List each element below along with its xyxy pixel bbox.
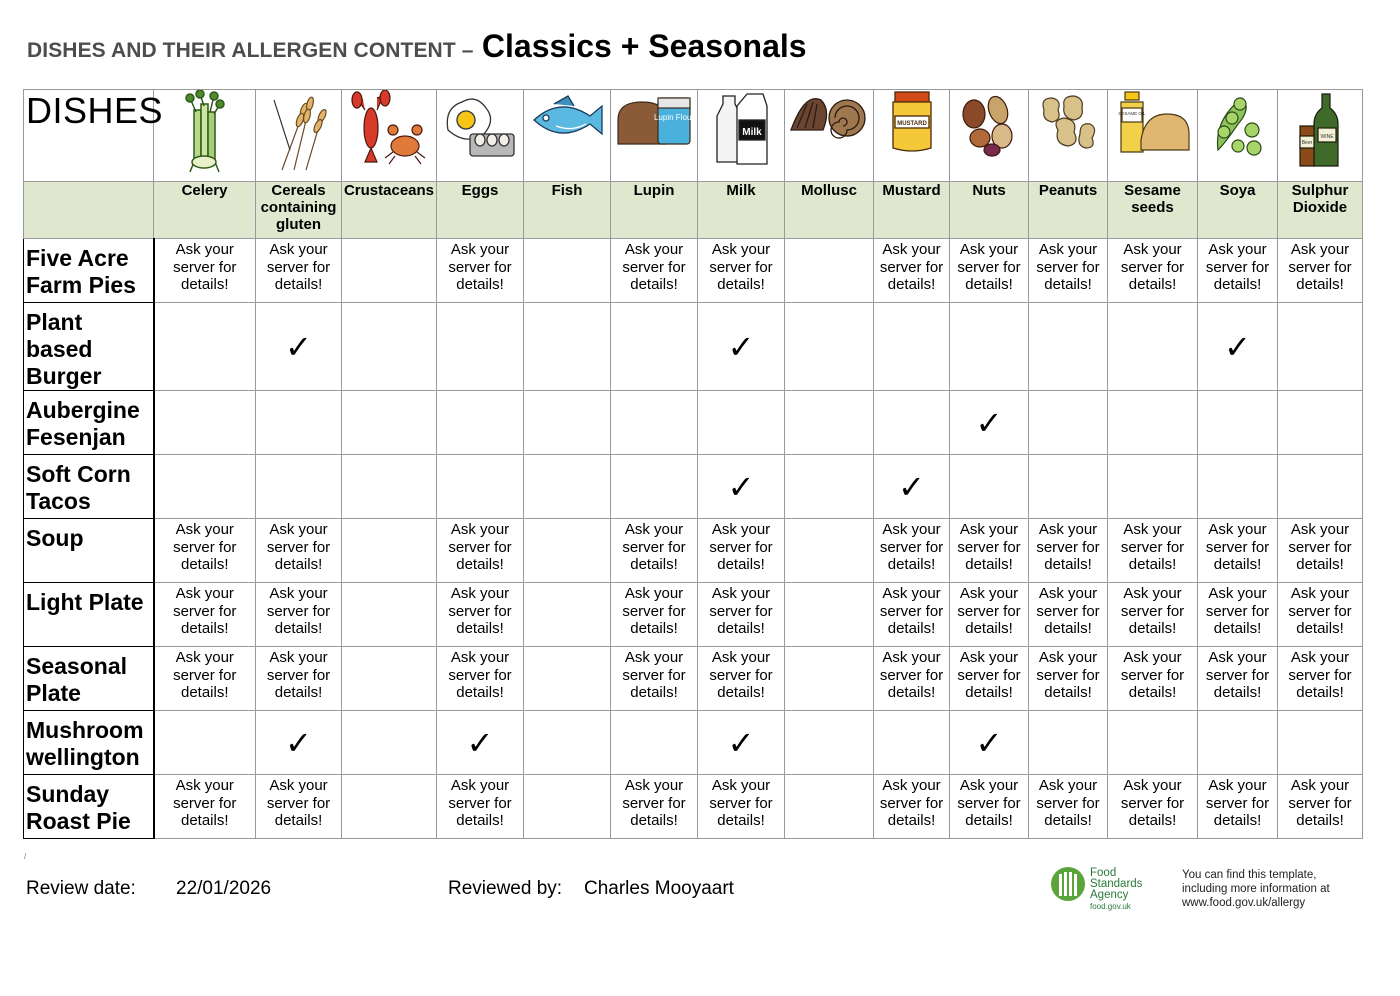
allergen-name: Mollusc (785, 182, 874, 239)
ask-server-cell: Ask your server for details! (1029, 239, 1108, 303)
empty-cell (524, 583, 611, 647)
empty-cell (785, 583, 874, 647)
ask-server-cell: Ask your server for details! (1198, 519, 1278, 583)
ask-server-cell: Ask your server for details! (1108, 519, 1198, 583)
empty-cell (154, 711, 256, 775)
empty-cell (1278, 303, 1363, 391)
empty-cell (1278, 455, 1363, 519)
checkmark-icon: ✓ (950, 391, 1029, 455)
ask-server-cell: Ask your server for details! (611, 239, 698, 303)
ask-server-cell: Ask your server for details! (154, 239, 256, 303)
template-note: You can find this template, including more information at www.food.gov.uk/allergy (1182, 869, 1330, 909)
ask-server-cell: Ask your server for details! (698, 519, 785, 583)
empty-cell (437, 455, 524, 519)
empty-cell (524, 775, 611, 839)
ask-server-cell: Ask your server for details! (874, 239, 950, 303)
icon-row (24, 90, 1363, 182)
empty-cell (342, 583, 437, 647)
milk-icon (698, 90, 785, 182)
empty-cell (611, 711, 698, 775)
dish-name: Mushroom wellington (24, 711, 154, 775)
empty-cell (154, 303, 256, 391)
empty-cell (342, 775, 437, 839)
allergen-name: Milk (698, 182, 785, 239)
empty-cell (785, 391, 874, 455)
dish-row (24, 775, 1363, 839)
empty-cell (1029, 303, 1108, 391)
dish-row (24, 239, 1363, 303)
ask-server-cell: Ask your server for details! (154, 519, 256, 583)
empty-cell (342, 711, 437, 775)
fsa-name: Food Standards Agency (1090, 867, 1143, 901)
empty-cell (1029, 711, 1108, 775)
empty-cell (342, 391, 437, 455)
dish-rows (24, 239, 1363, 839)
dish-row (24, 303, 1363, 391)
lupin-flour-icon (611, 90, 698, 182)
ask-server-cell: Ask your server for details! (874, 519, 950, 583)
dish-name: Soft Corn Tacos (24, 455, 154, 519)
ask-server-cell: Ask your server for details! (256, 519, 342, 583)
empty-cell (785, 519, 874, 583)
ask-server-cell: Ask your server for details! (950, 583, 1029, 647)
empty-cell (524, 455, 611, 519)
checkmark-icon: ✓ (874, 455, 950, 519)
ask-server-cell: Ask your server for details! (1278, 583, 1363, 647)
empty-cell (1198, 455, 1278, 519)
milk-label: Milk (742, 127, 762, 138)
checkmark-icon: ✓ (437, 711, 524, 775)
page-title (27, 28, 807, 65)
empty-cell (342, 303, 437, 391)
ask-server-cell: Ask your server for details! (154, 583, 256, 647)
shell-icon (785, 90, 874, 182)
checkmark-icon: ✓ (698, 711, 785, 775)
ask-server-cell: Ask your server for details! (1108, 239, 1198, 303)
empty-cell (524, 303, 611, 391)
dish-name: Soup (24, 519, 154, 583)
checkmark-icon: ✓ (698, 455, 785, 519)
empty-cell (1108, 711, 1198, 775)
ask-server-cell: Ask your server for details! (698, 583, 785, 647)
empty-cell (256, 455, 342, 519)
allergen-name: Crustaceans (342, 182, 437, 239)
allergen-name: Eggs (437, 182, 524, 239)
checkmark-icon: ✓ (698, 303, 785, 391)
ask-server-cell: Ask your server for details! (950, 775, 1029, 839)
ask-server-cell: Ask your server for details! (1198, 647, 1278, 711)
empty-cell (154, 455, 256, 519)
ask-server-cell: Ask your server for details! (437, 583, 524, 647)
empty-cell (1278, 391, 1363, 455)
ask-server-cell: Ask your server for details! (437, 647, 524, 711)
empty-cell (950, 455, 1029, 519)
empty-cell (342, 455, 437, 519)
ask-server-cell: Ask your server for details! (950, 647, 1029, 711)
ask-server-cell: Ask your server for details! (256, 239, 342, 303)
empty-cell (1108, 391, 1198, 455)
empty-cell (524, 647, 611, 711)
ask-server-cell: Ask your server for details! (1108, 647, 1198, 711)
empty-cell (611, 303, 698, 391)
empty-cell (611, 455, 698, 519)
allergen-name: Mustard (874, 182, 950, 239)
ask-server-cell: Ask your server for details! (698, 239, 785, 303)
ask-server-cell: Ask your server for details! (154, 647, 256, 711)
allergen-name-row (24, 182, 1363, 239)
ask-server-cell: Ask your server for details! (950, 519, 1029, 583)
ask-server-cell: Ask your server for details! (437, 239, 524, 303)
ask-server-cell: Ask your server for details! (611, 775, 698, 839)
checkmark-icon: ✓ (256, 711, 342, 775)
checkmark-icon: ✓ (950, 711, 1029, 775)
empty-cell (342, 239, 437, 303)
allergen-table (23, 89, 1363, 839)
ask-server-cell: Ask your server for details! (1029, 775, 1108, 839)
empty-cell (524, 711, 611, 775)
ask-server-cell: Ask your server for details! (154, 775, 256, 839)
eggs-icon (437, 90, 524, 182)
dish-row (24, 583, 1363, 647)
empty-cell (342, 519, 437, 583)
empty-cell (785, 239, 874, 303)
dish-row (24, 391, 1363, 455)
allergen-name: Peanuts (1029, 182, 1108, 239)
ask-server-cell: Ask your server for details! (1029, 647, 1108, 711)
empty-cell (698, 391, 785, 455)
review-date-label: Review date: (26, 878, 136, 899)
ask-server-cell: Ask your server for details! (1029, 519, 1108, 583)
ask-server-cell: Ask your server for details! (874, 583, 950, 647)
empty-cell (785, 303, 874, 391)
ask-server-cell: Ask your server for details! (1278, 519, 1363, 583)
corner-mark: / (24, 852, 27, 861)
dishes-header: DISHES (24, 90, 154, 182)
empty-cell (1029, 455, 1108, 519)
empty-cell (437, 391, 524, 455)
empty-cell (524, 391, 611, 455)
empty-cell (1198, 391, 1278, 455)
dish-row (24, 711, 1363, 775)
ask-server-cell: Ask your server for details! (1108, 775, 1198, 839)
allergen-name: Sesame seeds (1108, 182, 1198, 239)
wine-beer-icon (1278, 90, 1363, 182)
lobster-crab-icon (342, 90, 437, 182)
allergen-name: Sulphur Dioxide (1278, 182, 1363, 239)
empty-cell (1198, 711, 1278, 775)
dish-row (24, 519, 1363, 583)
allergen-name: Celery (154, 182, 256, 239)
ask-server-cell: Ask your server for details! (1198, 239, 1278, 303)
sesame-icon (1108, 90, 1198, 182)
beer-label: Beer (1301, 140, 1313, 146)
empty-cell (1278, 711, 1363, 775)
empty-cell (785, 711, 874, 775)
ask-server-cell: Ask your server for details! (874, 775, 950, 839)
allergen-name: Nuts (950, 182, 1029, 239)
ask-server-cell: Ask your server for details! (698, 647, 785, 711)
fish-icon (524, 90, 611, 182)
ask-server-cell: Ask your server for details! (1108, 583, 1198, 647)
mustard-label: MUSTARD (896, 121, 927, 127)
fsa-url: food.gov.uk (1090, 902, 1131, 911)
ask-server-cell: Ask your server for details! (437, 519, 524, 583)
ask-server-cell: Ask your server for details! (1278, 775, 1363, 839)
soya-icon (1198, 90, 1278, 182)
title-main: Classics + Seasonals (481, 28, 807, 64)
empty-cell (256, 391, 342, 455)
empty-cell (437, 303, 524, 391)
wheat-icon (256, 90, 342, 182)
empty-cell (785, 775, 874, 839)
dish-name: Aubergine Fesenjan (24, 391, 154, 455)
checkmark-icon: ✓ (1198, 303, 1278, 391)
empty-cell (1029, 391, 1108, 455)
ask-server-cell: Ask your server for details! (1198, 775, 1278, 839)
dish-name: Seasonal Plate (24, 647, 154, 711)
empty-cell (950, 303, 1029, 391)
peanuts-icon (1029, 90, 1108, 182)
allergen-name: Fish (524, 182, 611, 239)
ask-server-cell: Ask your server for details! (611, 583, 698, 647)
dish-name: Light Plate (24, 583, 154, 647)
allergen-name: Soya (1198, 182, 1278, 239)
ask-server-cell: Ask your server for details! (611, 647, 698, 711)
empty-cell (785, 647, 874, 711)
dish-row (24, 455, 1363, 519)
allergen-name: Cereals containing gluten (256, 182, 342, 239)
ask-server-cell: Ask your server for details! (256, 583, 342, 647)
lupin-label: Lupin Flour (653, 113, 694, 122)
ask-server-cell: Ask your server for details! (256, 775, 342, 839)
ask-server-cell: Ask your server for details! (950, 239, 1029, 303)
empty-cell (874, 303, 950, 391)
empty-cell (524, 519, 611, 583)
empty-cell (611, 391, 698, 455)
empty-cell (874, 391, 950, 455)
celery-icon (154, 90, 256, 182)
ask-server-cell: Ask your server for details! (1198, 583, 1278, 647)
empty-cell (874, 711, 950, 775)
ask-server-cell: Ask your server for details! (698, 775, 785, 839)
header-blank (24, 182, 154, 239)
title-prefix: DISHES AND THEIR ALLERGEN CONTENT – (27, 39, 474, 62)
reviewer-name: Charles Mooyaart (584, 878, 734, 899)
dish-name: Five Acre Farm Pies (24, 239, 154, 303)
empty-cell (524, 239, 611, 303)
dish-name: Plant based Burger (24, 303, 154, 391)
reviewed-by-label: Reviewed by: (448, 878, 563, 899)
empty-cell (1108, 455, 1198, 519)
nuts-icon (950, 90, 1029, 182)
wine-label: WINE (1320, 134, 1334, 140)
ask-server-cell: Ask your server for details! (874, 647, 950, 711)
empty-cell (154, 391, 256, 455)
sesame-label: SESAME OIL (1117, 111, 1146, 116)
checkmark-icon: ✓ (256, 303, 342, 391)
empty-cell (785, 455, 874, 519)
dish-row (24, 647, 1363, 711)
mustard-icon (874, 90, 950, 182)
ask-server-cell: Ask your server for details! (256, 647, 342, 711)
ask-server-cell: Ask your server for details! (1278, 239, 1363, 303)
review-date-value: 22/01/2026 (176, 878, 272, 899)
ask-server-cell: Ask your server for details! (1278, 647, 1363, 711)
empty-cell (342, 647, 437, 711)
dish-name: Sunday Roast Pie (24, 775, 154, 839)
ask-server-cell: Ask your server for details! (437, 775, 524, 839)
ask-server-cell: Ask your server for details! (1029, 583, 1108, 647)
empty-cell (1108, 303, 1198, 391)
ask-server-cell: Ask your server for details! (611, 519, 698, 583)
allergen-name: Lupin (611, 182, 698, 239)
